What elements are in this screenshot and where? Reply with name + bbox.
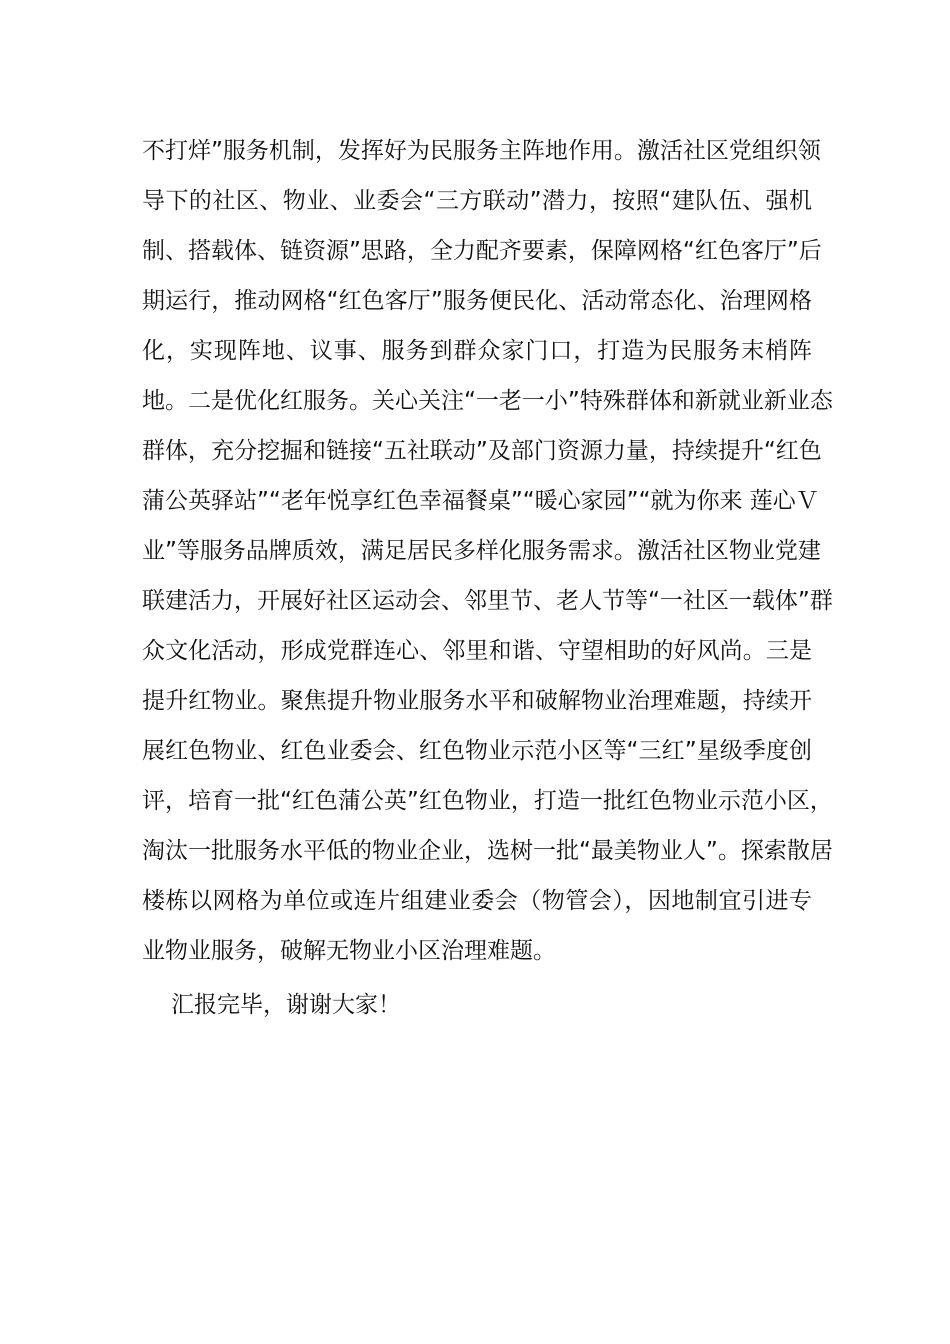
paragraph-line: 群体，充分挖掘和链接“五社联动”及部门资源力量，持续提升“红色 — [142, 438, 822, 464]
paragraph-line: 导下的社区、物业、业委会“三方联动”潜力，按照“建队伍、强机 — [142, 188, 812, 214]
paragraph-line: 业”等服务品牌质效，满足居民多样化服务需求。激活社区物业党建 — [142, 538, 821, 564]
paragraph-line: 众文化活动，形成党群连心、邻里和谐、守望相助的好风尚。三是 — [142, 638, 812, 664]
paragraph-line: 制、搭载体、链资源”思路，全力配齐要素，保障网格“红色客厅”后 — [142, 238, 822, 264]
paragraph-line: 联建活力，开展好社区运动会、邻里节、老人节等“一社区一载体”群 — [142, 588, 833, 614]
paragraph-line: 楼栋以网格为单位或连片组建业委会（物管会），因地制宜引进专 — [142, 888, 812, 914]
paragraph-line: 期运行，推动网格“红色客厅”服务便民化、活动常态化、治理网格 — [142, 288, 812, 314]
paragraph-line: 评，培育一批“红色蒲公英”红色物业，打造一批红色物业示范小区， — [142, 788, 833, 814]
paragraph-line: 地。二是优化红服务。关心关注“一老一小”特殊群体和新就业新业态 — [142, 388, 833, 414]
body-paragraph — [142, 126, 833, 1030]
paragraph-line: 淘汰一批服务水平低的物业企业，选树一批“最美物业人”。探索散居 — [142, 838, 833, 864]
paragraph-line: 不打烊”服务机制，发挥好为民服务主阵地作用。激活社区党组织领 — [142, 138, 821, 164]
closing-remark: 汇报完毕，谢谢大家！ — [171, 992, 401, 1018]
paragraph-line: 蒲公英驿站”“老年悦享红色幸福餐桌”“暖心家园”“就为你来 莲心Ｖ — [142, 488, 819, 514]
paragraph-line: 提升红物业。聚焦提升物业服务水平和破解物业治理难题，持续开 — [142, 688, 812, 714]
paragraph-line: 业物业服务，破解无物业小区治理难题。 — [142, 938, 556, 964]
paragraph-line: 化，实现阵地、议事、服务到群众家门口，打造为民服务末梢阵 — [142, 338, 812, 364]
paragraph-line: 展红色物业、红色业委会、红色物业示范小区等“三红”星级季度创 — [142, 738, 812, 764]
